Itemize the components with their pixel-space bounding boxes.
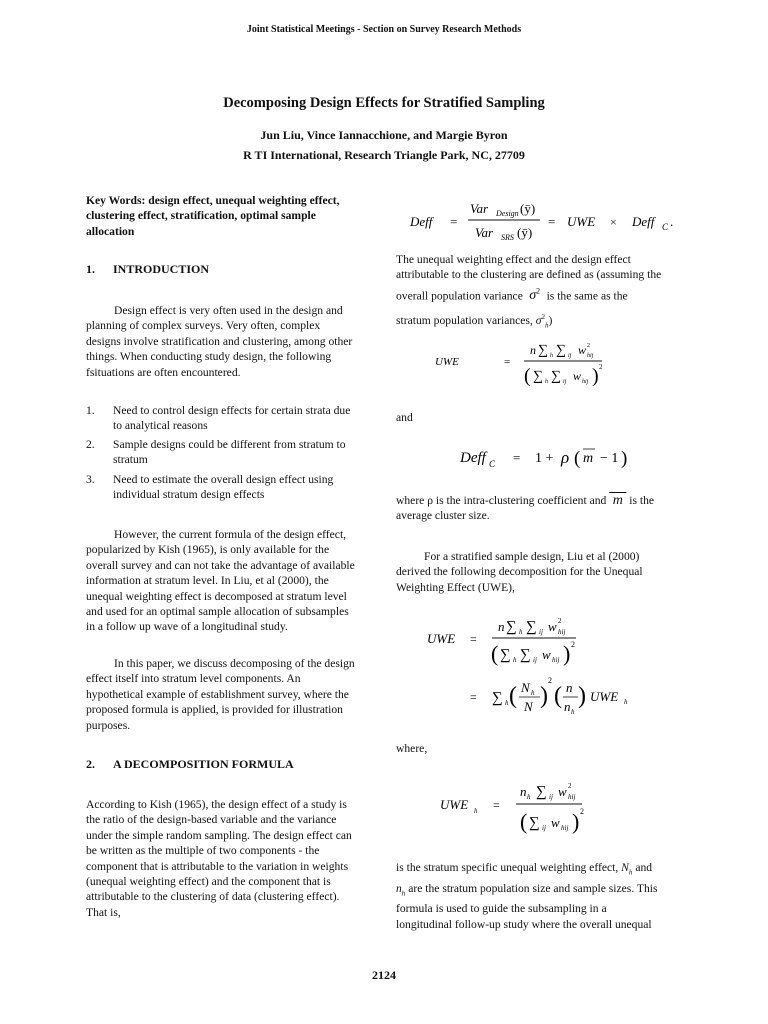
- section-2-title: A DECOMPOSITION FORMULA: [113, 757, 294, 771]
- eq-sub-h: h: [571, 708, 575, 716]
- eq-sub-h: h: [474, 807, 478, 815]
- eq-w: w: [542, 647, 551, 662]
- text-line: is the stratum specific unequal weighting effect,: [396, 861, 619, 874]
- text-line: average cluster size.: [396, 509, 490, 523]
- eq-sub-h: h: [550, 353, 553, 359]
- text-line: and used for an optimal sample allocation of subsamples: [86, 605, 349, 619]
- eq-times: ×: [610, 215, 617, 229]
- text-line: For a stratified sample design, Liu et al (2000): [424, 550, 640, 563]
- eq-m: m: [583, 451, 594, 466]
- text-line: component that is attributable to the variation in weights: [86, 859, 349, 873]
- paren-left: (: [491, 641, 499, 666]
- eq-sup-2: 2: [587, 343, 590, 349]
- section-2-paragraph: [86, 797, 386, 920]
- eq-sub-h: h: [519, 628, 523, 636]
- section-2-number: 2.: [86, 757, 95, 771]
- eq-uwe-lhs: UWE: [427, 631, 456, 646]
- eq-rho: ρ: [561, 448, 570, 467]
- eq-w: w: [551, 815, 560, 830]
- sigma-h-squared: $\sigma^2_h$: [535, 312, 549, 330]
- eq-uwe-h: UWE: [590, 689, 619, 704]
- intro-paragraph-3: [86, 656, 386, 733]
- eq-sub-c: C: [489, 459, 496, 469]
- eq-deff: Deff: [632, 214, 655, 229]
- keywords-line: Key Words: design effect, unequal weighting effect,: [86, 194, 340, 207]
- text-line: planning of complex surveys. Very often, complex: [86, 319, 321, 333]
- authors: Jun Liu, Vince Iannacchione, and Margie Byron: [260, 128, 508, 142]
- eq-n: n: [520, 784, 527, 799]
- sum-icon: ∑: [533, 369, 543, 384]
- eq-var-numerator: Var: [470, 201, 489, 216]
- text-line: designs involve stratification and clustering, among other: [86, 334, 353, 348]
- eq-sub-hij: hij: [587, 353, 594, 359]
- eq-sub-ij: ij: [539, 628, 543, 636]
- eq-equals: =: [493, 798, 500, 812]
- eq-n: n: [564, 699, 571, 714]
- text-line: longitudinal follow-up study where the overall unequal: [396, 917, 652, 931]
- eq-sup-2: 2: [599, 363, 603, 371]
- eq-n-upper: N: [524, 699, 533, 714]
- eq-sub-ij: ij: [549, 793, 553, 801]
- eq-equals: =: [504, 356, 511, 368]
- page-number: 2124: [372, 968, 396, 982]
- eq-sup-2: 2: [558, 617, 562, 625]
- text-line: under the simple random sampling. The design effect can: [86, 828, 352, 842]
- eq-sub-h: h: [505, 699, 509, 707]
- text-line: unequal weighting effect is decomposed at stratum level: [86, 589, 347, 603]
- text-line: where ρ is the intra-clustering coefficient and: [396, 494, 607, 507]
- text-line: attributable to the clustering of data (clustering effect).: [86, 890, 340, 904]
- eq-uwe-lhs: UWE: [435, 356, 459, 368]
- list-number: 1.: [86, 404, 95, 417]
- text-line: (unequal weighting effect) and the component that is: [86, 875, 331, 889]
- eq-sub-h: h: [513, 656, 517, 664]
- paren-right: ): [572, 809, 580, 834]
- eq-sub-h: h: [527, 793, 531, 801]
- sum-icon: ∑: [500, 647, 511, 663]
- eq-equals: =: [470, 632, 477, 646]
- eq-n: n: [498, 619, 505, 634]
- eq-w: w: [578, 343, 587, 357]
- equation-uwe: [430, 332, 630, 394]
- text-line: That is,: [86, 905, 121, 919]
- eq-deff-lhs: Deff: [410, 214, 433, 229]
- sum-icon: ∑: [492, 690, 503, 706]
- eq-sub-ij: ij: [533, 656, 537, 664]
- text-line: However, the current formula of the design effect,: [114, 528, 347, 541]
- paren-right: ): [578, 683, 586, 709]
- eq-equals: =: [450, 214, 458, 229]
- sum-icon: ∑: [506, 619, 517, 635]
- eq-sub-ij: ij: [563, 379, 567, 385]
- keywords: [86, 193, 386, 239]
- sum-icon: ∑: [526, 619, 537, 635]
- text-line: Sample designs could be different from stratum to: [113, 438, 346, 451]
- rho-paragraph: [396, 493, 696, 524]
- text-line: The unequal weighting effect and the design effect: [396, 253, 631, 266]
- eq-sub-h: h: [545, 379, 548, 385]
- text-line: proposed formula is applied, is provided for illustration: [86, 703, 343, 717]
- text-line: things. When conducting study design, the following: [86, 350, 332, 364]
- text-line: Design effect is very often used in the design and: [114, 304, 343, 317]
- intro-paragraph-2: [86, 527, 386, 635]
- text-line: formula is used to guide the subsampling in a: [396, 902, 607, 916]
- eq-w: w: [573, 369, 582, 383]
- eq-deff-lhs: Deff: [460, 450, 486, 466]
- paren-right: ): [621, 448, 628, 469]
- sigma-squared: $\sigma^2$: [525, 286, 541, 304]
- paren-left: (: [524, 365, 531, 387]
- eq-sub-hij: hij: [558, 628, 566, 636]
- sum-icon: ∑: [536, 784, 547, 800]
- equation-uwe-decomposition: [420, 610, 660, 720]
- sum-icon: ∑: [556, 343, 566, 358]
- equation-deff: [400, 196, 690, 244]
- eq-sup-2: 2: [568, 782, 572, 790]
- text-line: to analytical reasons: [113, 419, 208, 433]
- text-line: in a follow up wave of a longitudinal study.: [86, 620, 288, 634]
- text-line: Need to estimate the overall design effect using: [113, 473, 334, 486]
- text-line: overall population variance: [396, 289, 523, 303]
- eq-sub-hij: hij: [561, 824, 569, 832]
- text-line: attributable to the clustering are defined as (assuming the: [396, 268, 662, 282]
- text-line: popularized by Kish (1965), is only available for the: [86, 543, 330, 557]
- text-line: fsituations are often encountered.: [86, 365, 241, 379]
- paren-right: ): [563, 641, 571, 666]
- text-line: stratum population variances,: [396, 313, 533, 327]
- text-line: is the same as the: [546, 289, 628, 303]
- eq-var-numerator-sub: Design: [496, 209, 519, 218]
- section-1-title: INTRODUCTION: [113, 262, 210, 276]
- text-line: Need to control design effects for certain strata due: [113, 404, 351, 417]
- affiliation: R TI International, Research Triangle Park, NC, 27709: [243, 148, 525, 162]
- eq-sub-hij: hij: [552, 656, 560, 664]
- text-line: According to Kish (1965), the design effect of a study is: [86, 798, 347, 811]
- eq-minus-one: − 1: [600, 451, 619, 466]
- eq-sub-hij: hij: [582, 379, 589, 385]
- eq-uwe-lhs: UWE: [440, 797, 469, 812]
- eq-sup-2: 2: [548, 676, 552, 685]
- text-line: information at stratum level. In Liu, et al (2000), the: [86, 574, 329, 588]
- uwe-definition-paragraph: The unequal weighting effect and the design effect attributable to the clustering are defined as (assuming the overall population variance $\sigma^2$ is the same as the stratum population variances, $\sigma^2_h$): [396, 252, 696, 333]
- eq-sup-2: 2: [580, 807, 584, 816]
- eq-equals: =: [470, 690, 477, 704]
- paren-left: (: [554, 683, 562, 709]
- keywords-line: clustering effect, stratification, optimal sample: [86, 209, 316, 223]
- eq-equals: =: [548, 214, 556, 229]
- eq-n-upper-h: $N_h$: [621, 861, 633, 877]
- text-line: purposes.: [86, 718, 131, 732]
- text-line: individual stratum design effects: [113, 488, 265, 502]
- text-line: be written as the multiple of two components - the: [86, 844, 320, 858]
- paren-left: (: [520, 809, 528, 834]
- eq-var-denominator-sub: SRS: [501, 233, 514, 242]
- list-number: 2.: [86, 438, 95, 451]
- uwe-h-paragraph: [396, 860, 696, 932]
- sum-icon: ∑: [538, 343, 548, 358]
- text-line: is the: [629, 494, 655, 507]
- text-line: effect itself into stratum level components. An: [86, 672, 301, 686]
- text-line: In this paper, we discuss decomposing of the design: [114, 657, 355, 670]
- eq-sub-ij: ij: [568, 353, 572, 359]
- equation-deff-c: [455, 443, 655, 473]
- text-line: Weighting Effect (UWE),: [396, 580, 515, 594]
- list-number: 3.: [86, 473, 95, 486]
- text-line: are the stratum population size and sample sizes. This: [408, 881, 658, 895]
- eq-equals: =: [513, 450, 521, 465]
- text-line: the ratio of the design-based variable and the variance: [86, 813, 337, 827]
- paren-right: ): [540, 683, 548, 709]
- paper-title: Decomposing Design Effects for Stratified Sampling: [223, 95, 545, 111]
- eq-ybar: (ȳ): [517, 225, 533, 240]
- eq-sub-c: C: [662, 222, 669, 232]
- intro-paragraph-1: [86, 303, 386, 380]
- paren-left: (: [574, 448, 581, 469]
- eq-dot: .: [670, 214, 674, 229]
- eq-sub-hij: hij: [568, 793, 576, 801]
- m-bar: m: [609, 493, 627, 508]
- equation-uwe-h: [430, 776, 630, 842]
- where-text: where,: [396, 742, 428, 755]
- sum-icon: ∑: [529, 815, 540, 831]
- eq-w: w: [558, 784, 567, 799]
- text-line: derived the following decomposition for the Unequal: [396, 565, 643, 579]
- sum-icon: ∑: [551, 369, 561, 384]
- eq-sub-h: h: [531, 689, 535, 697]
- eq-sup-2: 2: [571, 640, 575, 649]
- eq-n: n: [566, 680, 573, 695]
- section-1-number: 1.: [86, 262, 95, 276]
- and-text: and: [396, 411, 413, 424]
- text-line: stratum: [113, 453, 148, 467]
- keywords-line: allocation: [86, 224, 135, 238]
- sum-icon: ∑: [520, 647, 531, 663]
- conference-header: Joint Statistical Meetings - Section on Survey Research Methods: [246, 24, 522, 35]
- eq-w: w: [548, 619, 557, 634]
- eq-sub-ij: ij: [542, 824, 546, 832]
- eq-uwe: UWE: [567, 214, 596, 229]
- stratified-paragraph: [396, 549, 696, 595]
- eq-sub-h: h: [624, 698, 628, 706]
- eq-n: n: [530, 343, 536, 357]
- text-line: hypothetical example of establishment survey, where the: [86, 687, 349, 701]
- eq-n-h: $n_h$: [396, 881, 406, 898]
- paren-right: ): [592, 365, 599, 387]
- text-line: overall survey and can not take the advantage of available: [86, 558, 355, 572]
- paren-left: (: [509, 683, 517, 709]
- eq-var-denominator: Var: [475, 225, 494, 240]
- eq-ybar: (ȳ): [520, 201, 536, 216]
- eq-one-plus: 1 +: [535, 451, 554, 466]
- text-line: and: [635, 861, 653, 874]
- eq-n-upper: N: [521, 680, 530, 695]
